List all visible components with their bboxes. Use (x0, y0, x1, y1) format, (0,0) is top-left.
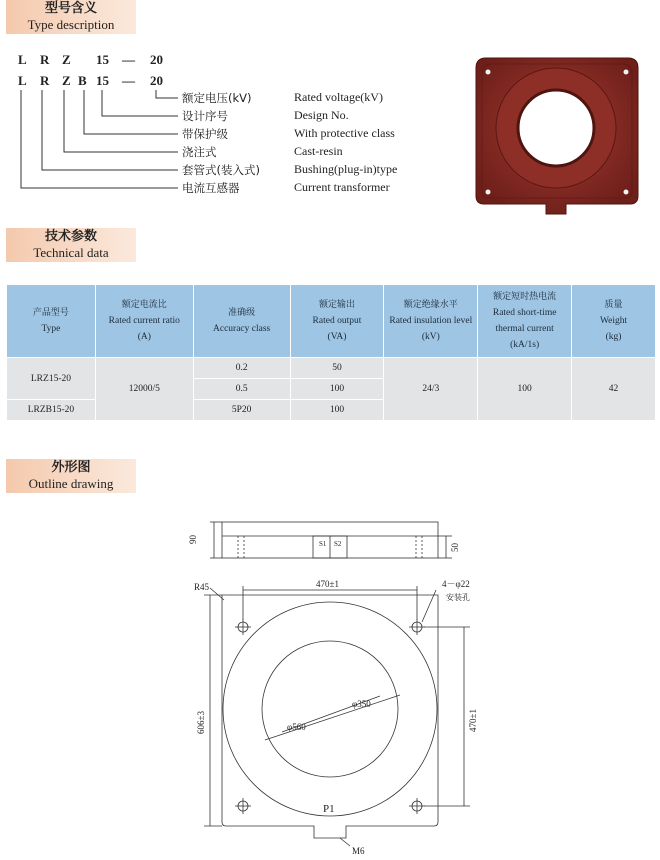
code-letter: Z (62, 73, 71, 88)
terminal-p1: P1 (323, 803, 335, 815)
dim-width: 470±1 (316, 579, 339, 589)
accuracy-cell: 0.5 (193, 379, 290, 400)
code-letter: B (78, 73, 87, 88)
desc-en: Cast-resin (294, 144, 343, 158)
desc-en: With protective class (294, 126, 395, 140)
section-title-en: Outline drawing (28, 476, 114, 491)
outline-drawing (180, 510, 480, 860)
dim-outer: 606±3 (196, 711, 206, 734)
desc-en: Rated voltage(kV) (294, 90, 383, 104)
code-letter: 20 (150, 73, 163, 88)
dim-radius: R45 (194, 582, 210, 592)
type-cell: LRZ15-20 (7, 358, 96, 400)
type-cell: LRZB15-20 (7, 400, 96, 421)
output-cell: 100 (290, 379, 384, 400)
desc-cn: 设计序号 (182, 109, 228, 123)
dim-dia-outer: φ560 (287, 722, 306, 732)
accuracy-cell: 0.2 (193, 358, 290, 379)
section-title-cn: 技术参数 (44, 229, 97, 244)
code-letter: 20 (150, 52, 163, 67)
output-cell: 100 (290, 400, 384, 421)
desc-cn: 额定电压(kV) (182, 91, 252, 105)
code-letter: 15 (96, 52, 109, 67)
dim-side-height-2: 50 (450, 543, 460, 552)
technical-data-table (6, 284, 656, 421)
desc-cn: 带保护级 (182, 127, 228, 141)
table-header-cell: 准确级 Accuracy class (193, 285, 290, 358)
dim-m6: M6 (352, 846, 365, 856)
dim-dia-inner: φ350 (352, 699, 371, 709)
type-bracket-lines (0, 0, 200, 200)
thermal-cell: 100 (478, 358, 572, 421)
output-cell: 50 (290, 358, 384, 379)
section-header-outline (6, 459, 136, 493)
code-letter: R (40, 73, 50, 88)
table-header-row (7, 285, 656, 358)
desc-en: Bushing(plug-in)type (294, 162, 398, 176)
code-letter: — (122, 73, 135, 88)
dim-side-height: 90 (188, 535, 198, 544)
code-letter: — (122, 52, 135, 67)
table-header-cell: 额定绝缘水平 Rated insulation level (kV) (384, 285, 478, 358)
code-letter: L (18, 52, 27, 67)
product-photo (474, 56, 640, 216)
weight-cell: 42 (572, 358, 656, 421)
section-title-en: Technical data (33, 245, 109, 260)
insulation-cell: 24/3 (384, 358, 478, 421)
dim-height: 470±1 (468, 709, 478, 732)
section-title-en: Type description (27, 17, 115, 32)
code-letter: L (18, 73, 27, 88)
terminal-s1: S1 (319, 540, 327, 548)
table-header-cell: 额定电流比 Rated current ratio (A) (95, 285, 193, 358)
table-header-cell: 产品型号 Type (7, 285, 96, 358)
desc-en: Current transformer (294, 180, 390, 194)
code-letter: Z (62, 52, 71, 67)
desc-cn: 电流互感器 (182, 181, 240, 195)
desc-cn: 套管式(装入式) (182, 163, 260, 177)
table-header-cell: 额定输出 Rated output (VA) (290, 285, 384, 358)
section-header-tech (6, 228, 136, 262)
table-header-cell: 质量 Weight (kg) (572, 285, 656, 358)
table-row (7, 358, 656, 379)
desc-cn: 浇注式 (182, 145, 217, 159)
terminal-s2: S2 (334, 540, 342, 548)
section-title-cn: 外形图 (51, 460, 91, 475)
section-title-cn: 型号含义 (44, 1, 97, 16)
accuracy-cell: 5P20 (193, 400, 290, 421)
dim-holes: 4－φ22 (442, 579, 470, 589)
dim-holes-cn: 安装孔 (446, 593, 470, 602)
code-letter: 15 (96, 73, 109, 88)
desc-en: Design No. (294, 108, 349, 122)
ratio-cell: 12000/5 (95, 358, 193, 421)
code-letter: R (40, 52, 50, 67)
table-header-cell: 额定短时热电流 Rated short-time thermal current (kA/1s) (478, 285, 572, 358)
